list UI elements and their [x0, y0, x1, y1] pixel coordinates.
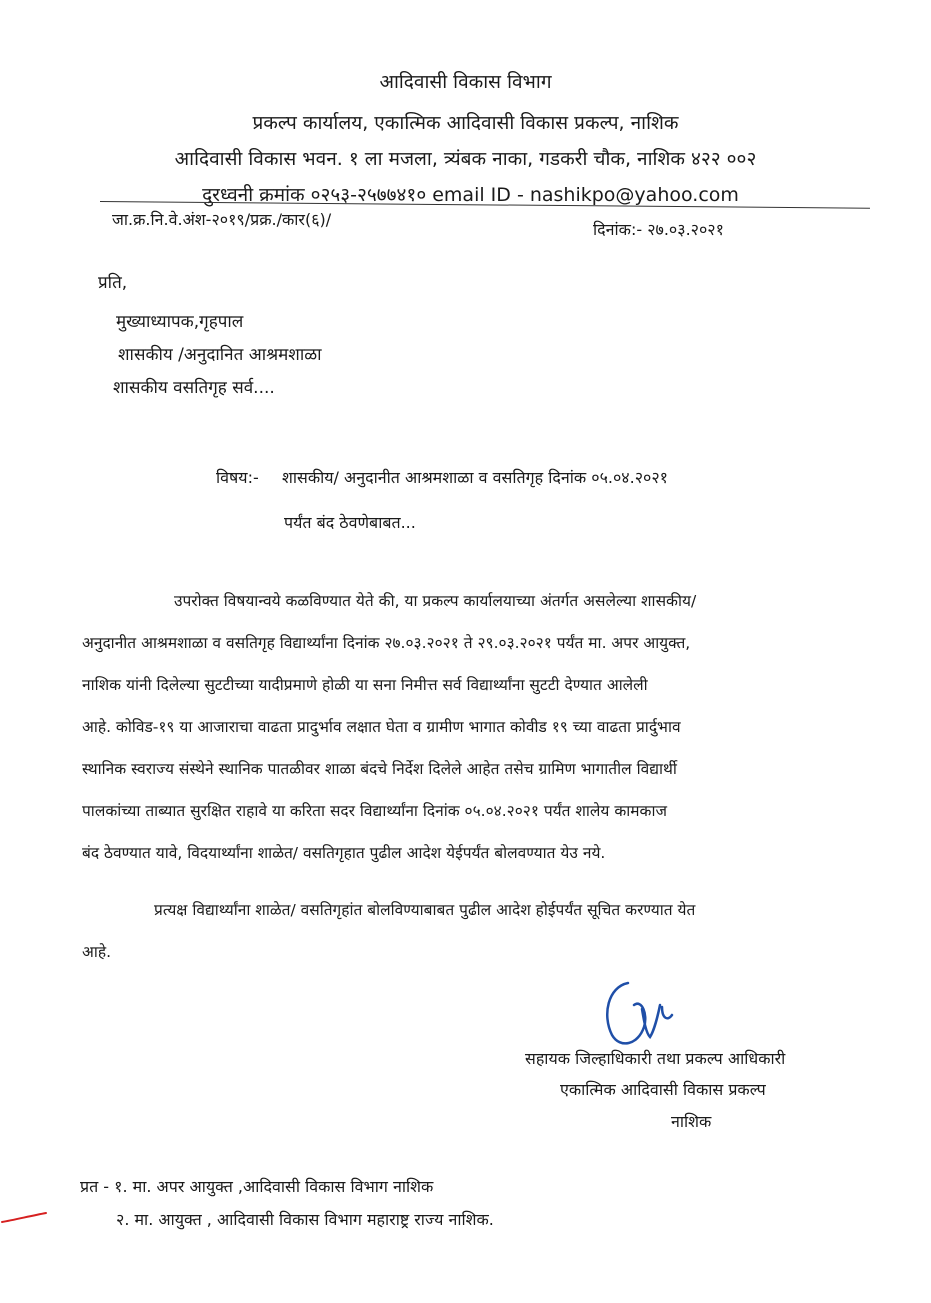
red-pen-mark-icon [0, 1208, 50, 1228]
letterhead-department: आदिवासी विकास विभाग [379, 71, 552, 93]
signatory-title-1: सहायक जिल्हाधिकारी तथा प्रकल्प आधिकारी [525, 1049, 786, 1068]
copy-line-2: २. मा. आयुक्त , आदिवासी विकास विभाग महाराष्ट्र राज्य नाशिक. [116, 1210, 494, 1229]
body-line: आहे. कोविड-१९ या आजाराचा वाढता प्रादुर्भाव लक्षात घेता व ग्रामीण भागात कोवीड १९ च्या वाढता प्रार्दुभाव [82, 718, 681, 736]
copy-line-1: प्रत - १. मा. अपर आयुक्त ,आदिवासी विकास विभाग नाशिक [80, 1177, 434, 1196]
letterhead-contact: दुरध्वनी क्रमांक ०२५३-२५७७४१० email ID - nashikpo@yahoo.com [202, 184, 739, 206]
body-line: पालकांच्या ताब्यात सुरक्षित राहावे या करिता सदर विद्यार्थ्यांना दिनांक ०५.०४.२०२१ पर्यंत शालेय कामकाज [82, 802, 667, 820]
body-line: आहे. [82, 943, 111, 961]
recipient-prati: प्रति, [98, 273, 128, 293]
body-line: उपरोक्त विषयान्वये कळविण्यात येते की, या प्रकल्प कार्यालयाच्या अंतर्गत असलेल्या शासकीय/ [174, 592, 697, 610]
letter-date: दिनांक:- २७.०३.२०२१ [593, 220, 724, 239]
body-line: नाशिक यांनी दिलेल्या सुटटीच्या यादीप्रमाणे होळी या सना निमीत्त सर्व विद्यार्थ्यांना सुटटी देण्यात आलेली [82, 676, 648, 694]
body-paragraph-1 [82, 580, 872, 874]
recipient-line-1: मुख्याध्यापक,गृहपाल [116, 312, 244, 332]
signature-mark-icon [598, 975, 688, 1055]
subject-line-2: पर्यंत बंद ठेवणेबाबत... [284, 513, 416, 532]
body-line: स्थानिक स्वराज्य संस्थेने स्थानिक पातळीवर शाळा बंदचे निर्देश दिलेले आहेत तसेच ग्रामिण भागातील विद्यार्थी [82, 760, 677, 778]
letterhead-address: आदिवासी विकास भवन. १ ला मजला, त्र्यंबक नाका, गडकरी चौक, नाशिक ४२२ ००२ [174, 148, 757, 170]
recipient-line-2: शासकीय /अनुदानित आश्रमशाळा [118, 345, 322, 365]
subject-line-1: शासकीय/ अनुदानीत आश्रमशाळा व वसतिगृह दिनांक ०५.०४.२०२१ [282, 468, 668, 487]
recipient-line-3: शासकीय वसतिगृह सर्व.... [113, 378, 275, 398]
letterhead-office: प्रकल्प कार्यालय, एकात्मिक आदिवासी विकास प्रकल्प, नाशिक [252, 112, 679, 134]
subject-label: विषय:- [216, 468, 259, 487]
body-paragraph-2 [82, 889, 872, 973]
body-line: अनुदानीत आश्रमशाळा व वसतिगृह विद्यार्थ्यांना दिनांक २७.०३.२०२१ ते २९.०३.२०२१ पर्यंत मा. अपर आयुक्त, [82, 634, 691, 652]
signatory-place: नाशिक [671, 1112, 712, 1131]
signatory-title-2: एकात्मिक आदिवासी विकास प्रकल्प [560, 1080, 766, 1099]
body-line: बंद ठेवण्यात यावे, विदयार्थ्यांना शाळेत/ वसतिगृहात पुढील आदेश येईपर्यंत बोलवण्यात येउ नये. [82, 844, 606, 862]
reference-number: जा.क्र.नि.वे.अंश-२०१९/प्रक्र./कार(६)/ [112, 210, 332, 229]
body-line: प्रत्यक्ष विद्यार्थ्यांना शाळेत/ वसतिगृहांत बोलविण्याबाबत पुढील आदेश होईपर्यंत सूचित करण्यात येत [154, 901, 696, 919]
